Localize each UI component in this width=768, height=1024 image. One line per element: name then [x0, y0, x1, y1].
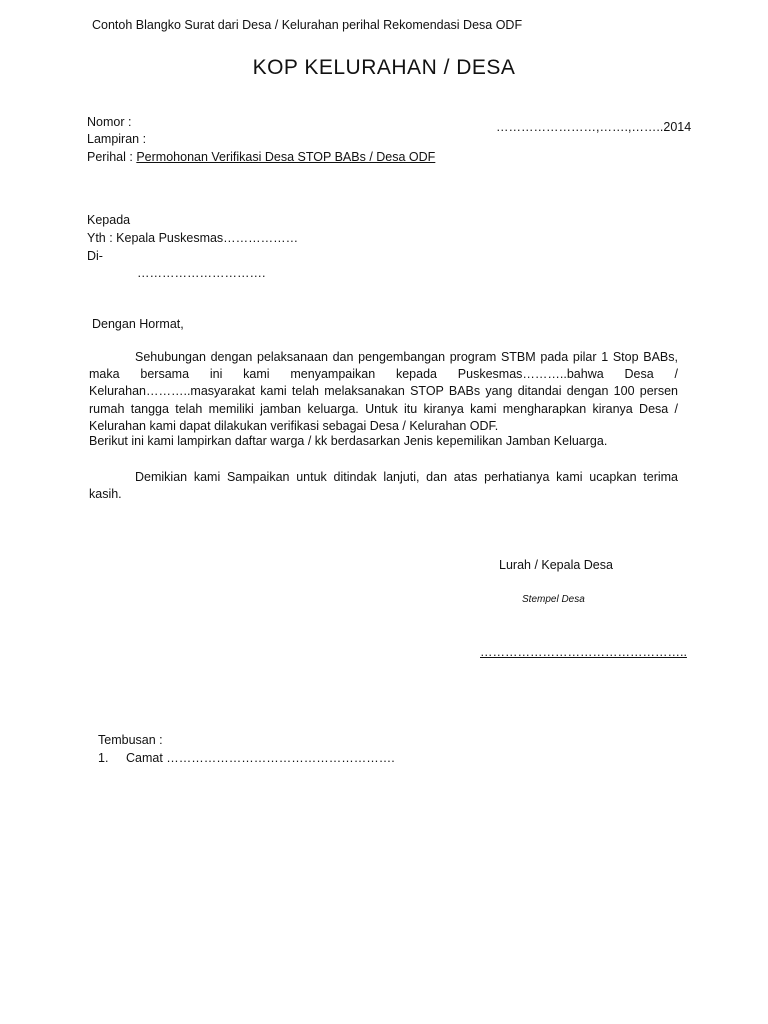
perihal-line — [87, 150, 435, 164]
lampiran-label: Lampiran : — [87, 132, 147, 146]
list-item-text: Camat ………………………………………………. — [126, 751, 395, 765]
letter-date: ……………………,…….,……..2014 — [496, 120, 692, 134]
list-item-number: 1. — [98, 751, 109, 765]
body-paragraph-3: Demikian kami Sampaikan untuk ditindak lanjuti, dan atas perhatianya kami ucapkan terima kasih. — [89, 470, 678, 502]
body-paragraph-1: Sehubungan dengan pelaksanaan dan pengembangan program STBM pada pilar 1 Stop BABs, maka bersama ini kami menyampaikan kepada Puskesmas………..bahwa Desa / Kelurahan………..masyarakat kami telah melaksanakan STOP BABs yang ditandai dengan 100 persen rumah tangga telah memiliki jamban keluarga. Untuk itu kiranya kami mengharapkan kiranya Desa / Kelurahan kami dapat dilakukan verifikasi sebagai Desa / Kelurahan ODF. — [89, 350, 678, 433]
tembusan-label: Tembusan : — [98, 733, 163, 747]
recipient-yth: Yth : Kepala Puskesmas……………… — [87, 231, 299, 245]
letterhead-title: KOP KELURAHAN / DESA — [252, 56, 516, 79]
signature-position: Lurah / Kepala Desa — [499, 558, 613, 572]
recipient-address-dots: …………………………. — [137, 266, 266, 280]
document-caption: Contoh Blangko Surat dari Desa / Kelurahan perihal Rekomendasi Desa ODF — [92, 18, 523, 32]
body-paragraph-2: Berikut ini kami lampirkan daftar warga / kk berdasarkan Jenis kepemilikan Jamban Keluarga. — [89, 434, 608, 448]
signature-stamp-label: Stempel Desa — [522, 594, 585, 605]
perihal-value: Permohonan Verifikasi Desa STOP BABs / Desa ODF — [136, 150, 436, 164]
nomor-label: Nomor : — [87, 115, 132, 129]
salutation: Dengan Hormat, — [92, 317, 184, 331]
recipient-di: Di- — [87, 249, 103, 263]
signature-name-line: ………………………………………….. — [480, 645, 687, 659]
list-item — [98, 751, 395, 765]
tembusan-list — [98, 751, 395, 765]
recipient-kepada: Kepada — [87, 213, 131, 227]
perihal-label: Perihal : — [87, 150, 137, 164]
